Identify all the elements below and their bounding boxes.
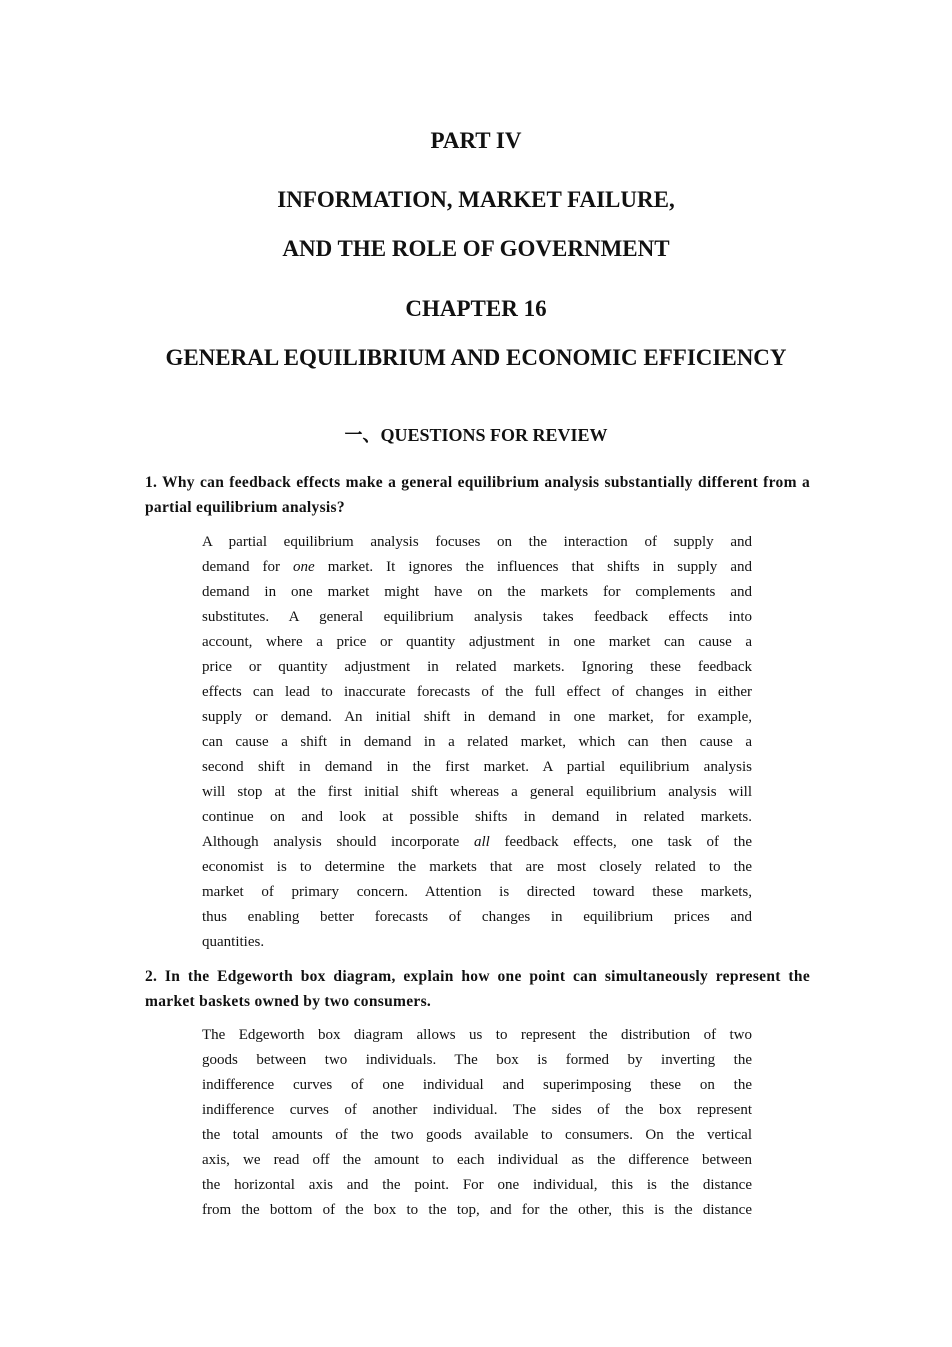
question-2: 2. In the Edgeworth box diagram, explain how one point can simultaneously represent the market baskets owned by two consumers. (145, 968, 810, 1010)
part-title-line-1: INFORMATION, MARKET FAILURE, (277, 187, 675, 212)
answer-line: account, where a price or quantity adjustment in one market can cause a (202, 634, 752, 650)
answer-line: axis, we read off the amount to each individual as the difference between (202, 1152, 752, 1168)
answer-2 (202, 1023, 752, 1223)
answer-line: will stop at the first initial shift whereas a general equilibrium analysis will (202, 784, 752, 800)
question-1: 1. Why can feedback effects make a general equilibrium analysis substantially different from a partial equilibrium analysis? (145, 474, 810, 516)
answer-line: demand in one market might have on the markets for complements and (202, 584, 752, 600)
answer-line: second shift in demand in the first market. A partial equilibrium analysis (202, 759, 752, 775)
answer-line: indifference curves of another individual. The sides of the box represent (202, 1102, 752, 1118)
chapter-title: GENERAL EQUILIBRIUM AND ECONOMIC EFFICIENCY (165, 345, 787, 370)
answer-line: indifference curves of one individual and superimposing these on the (202, 1077, 752, 1093)
section-heading: 一、QUESTIONS FOR REVIEW (344, 425, 608, 445)
answer-line: the horizontal axis and the point. For one individual, this is the distance (202, 1177, 752, 1193)
answer-line: the total amounts of the two goods available to consumers. On the vertical (202, 1127, 752, 1143)
answer-line: market of primary concern. Attention is directed toward these markets, (202, 884, 752, 900)
part-heading: PART IV (430, 128, 522, 153)
answer-line: goods between two individuals. The box is formed by inverting the (202, 1052, 752, 1068)
answer-line: can cause a shift in demand in a related market, which can then cause a (202, 734, 752, 750)
answer-line: economist is to determine the markets that are most closely related to the (202, 859, 752, 875)
answer-1 (202, 530, 752, 955)
answer-line: effects can lead to inaccurate forecasts of the full effect of changes in either (202, 684, 752, 700)
answer-line: substitutes. A general equilibrium analysis takes feedback effects into (202, 609, 752, 625)
answer-line: quantities. (202, 934, 265, 950)
answer-line: continue on and look at possible shifts in demand in related markets. (202, 809, 752, 825)
answer-line: The Edgeworth box diagram allows us to represent the distribution of two (202, 1027, 752, 1043)
answer-line: supply or demand. An initial shift in demand in one market, for example, (202, 709, 752, 725)
chapter-heading: CHAPTER 16 (405, 296, 547, 321)
answer-line: Although analysis should incorporate all feedback effects, one task of the (202, 834, 752, 850)
part-title-line-2: AND THE ROLE OF GOVERNMENT (282, 236, 670, 261)
answer-line: thus enabling better forecasts of changes in equilibrium prices and (202, 909, 752, 925)
answer-line: price or quantity adjustment in related markets. Ignoring these feedback (202, 659, 752, 675)
answer-line: from the bottom of the box to the top, and for the other, this is the distance (202, 1202, 752, 1218)
answer-line: A partial equilibrium analysis focuses on the interaction of supply and (202, 534, 752, 550)
answer-line: demand for one market. It ignores the influences that shifts in supply and (202, 559, 752, 575)
